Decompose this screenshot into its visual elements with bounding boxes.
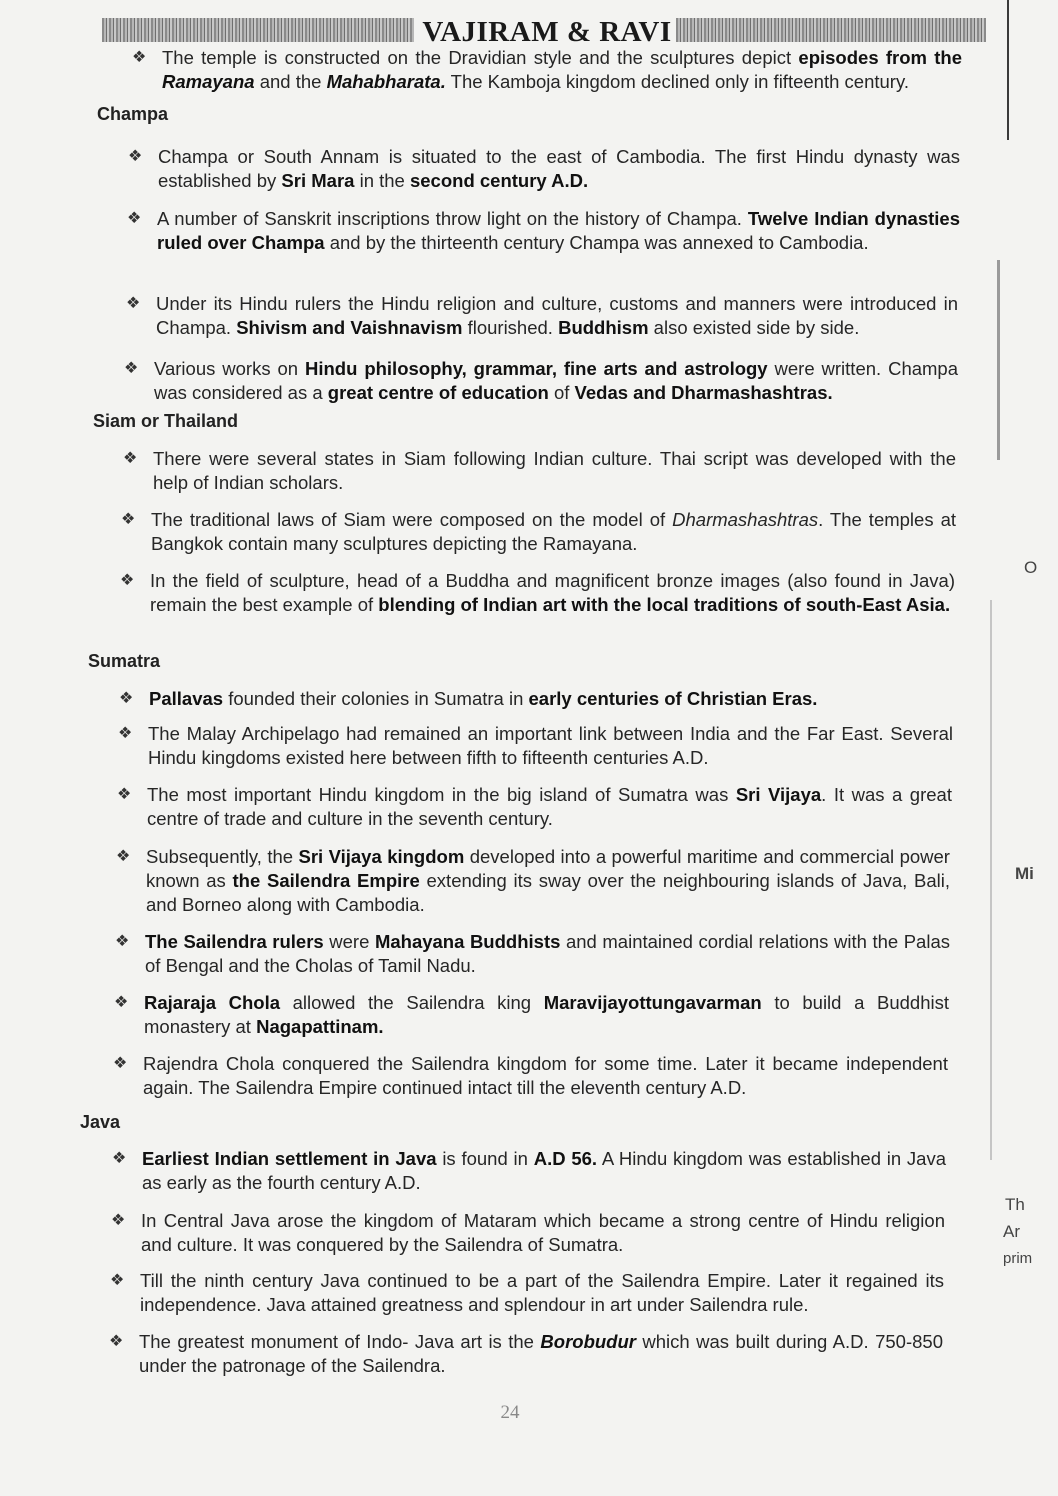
item-text: Rajaraja Chola allowed the Sailendra king Maravijayottungavarman to build a Buddhist monastery at Nagapattinam. — [144, 992, 949, 1037]
bullet-icon: ❖ — [119, 690, 134, 707]
list-item — [123, 447, 956, 495]
bullet-icon: ❖ — [109, 1333, 124, 1350]
list-item — [110, 1269, 944, 1317]
item-text: Champa or South Annam is situated to the east of Cambodia. The first Hindu dynasty was established by Sri Mara in the second century A.D. — [158, 146, 960, 191]
bullet-icon: ❖ — [111, 1212, 126, 1229]
item-text: Under its Hindu rulers the Hindu religion and culture, customs and manners were introduced in Champa. Shivism and Vaishnavism flourished. Buddhism also existed side by side. — [156, 293, 958, 338]
item-text: A number of Sanskrit inscriptions throw light on the history of Champa. Twelve Indian dynasties ruled over Champa and by the thirteenth century Champa was annexed to Cambodia. — [157, 208, 960, 253]
brand-title: VAJIRAM & RAVI — [422, 16, 672, 48]
margin-fragment: Th — [1005, 1195, 1025, 1214]
scan-edge-artifact — [985, 0, 1025, 1496]
list-item — [117, 783, 952, 831]
list-item — [112, 1147, 947, 1195]
item-text: The Malay Archipelago had remained an important link between India and the Far East. Several Hindu kingdoms existed here between fifth to fifteenth centuries A.D. — [148, 723, 953, 768]
bullet-icon: ❖ — [117, 786, 132, 803]
margin-fragment: O — [1024, 558, 1038, 577]
list-item — [127, 207, 960, 255]
bullet-icon: ❖ — [128, 148, 143, 165]
bullet-icon: ❖ — [115, 933, 130, 950]
bullet-icon: ❖ — [132, 49, 147, 66]
item-text: The greatest monument of Indo- Java art is the Borobudur which was built during A.D. 750-850 under the patronage of the Sailendra. — [139, 1331, 943, 1376]
bullet-icon: ❖ — [120, 572, 135, 589]
list-item — [126, 292, 958, 340]
list-item — [120, 569, 955, 617]
item-text: The Sailendra rulers were Mahayana Buddhists and maintained cordial relations with the Palas of Bengal and the Cholas of Tamil Nadu. — [145, 931, 950, 976]
list-item — [118, 722, 953, 770]
bullet-icon: ❖ — [118, 725, 133, 742]
bullet-icon: ❖ — [112, 1150, 127, 1167]
item-text: Till the ninth century Java continued to be a part of the Sailendra Empire. Later it regained its independence. Java attained greatness and splendour in art under Sailendra rule. — [140, 1270, 944, 1315]
bullet-icon: ❖ — [121, 511, 136, 528]
bullet-icon: ❖ — [127, 210, 142, 227]
item-text: In the field of sculpture, head of a Buddha and magnificent bronze images (also found in Java) remain the best example of blending of Indian art with the local traditions of south-East Asia. — [150, 570, 955, 615]
margin-fragment: Mi — [1015, 864, 1034, 883]
list-item — [114, 991, 949, 1039]
bullet-icon: ❖ — [124, 360, 139, 377]
section-heading-sumatra: Sumatra — [88, 651, 161, 671]
intro-item — [132, 46, 963, 94]
list-item — [115, 930, 950, 978]
section-heading-siam: Siam or Thailand — [93, 411, 239, 431]
list-item — [113, 1052, 948, 1100]
item-text: The most important Hindu kingdom in the big island of Sumatra was Sri Vijaya. It was a great centre of trade and culture in the seventh century. — [147, 784, 952, 829]
list-item — [121, 508, 956, 556]
bullet-icon: ❖ — [123, 450, 138, 467]
item-text: Various works on Hindu philosophy, grammar, fine arts and astrology were written. Champa was considered as a great centre of education of Vedas and Dharmashashtras. — [154, 358, 959, 403]
list-item — [124, 357, 959, 405]
header-decor-bar-left — [102, 18, 414, 42]
page-header — [102, 14, 986, 50]
item-text: Pallavas founded their colonies in Sumatra in early centuries of Christian Eras. — [149, 688, 818, 709]
margin-fragment: Ar — [1003, 1222, 1020, 1241]
bullet-icon: ❖ — [114, 994, 129, 1011]
item-text: There were several states in Siam following Indian culture. Thai script was developed with the help of Indian scholars. — [153, 448, 956, 493]
item-text: The temple is constructed on the Dravidian style and the sculptures depict episodes from the Ramayana and the Mahabharata. The Kamboja kingdom declined only in fifteenth century. — [162, 47, 963, 92]
list-item — [111, 1209, 945, 1257]
page-number: 24 — [500, 1402, 520, 1423]
item-text: Rajendra Chola conquered the Sailendra kingdom for some time. Later it became independent again. The Sailendra Empire continued intact till the eleventh century A.D. — [143, 1053, 948, 1098]
bullet-icon: ❖ — [110, 1272, 125, 1289]
list-item — [116, 845, 950, 917]
item-text: In Central Java arose the kingdom of Mataram which became a strong centre of Hindu religion and culture. It was conquered by the Sailendra of Sumatra. — [141, 1210, 945, 1255]
item-text: Earliest Indian settlement in Java is found in A.D 56. A Hindu kingdom was established in Java as early as the fourth century A.D. — [142, 1148, 947, 1193]
list-item — [119, 687, 952, 711]
item-text: The traditional laws of Siam were composed on the model of Dharmashashtras. The temples at Bangkok contain many sculptures depicting the Ramayana. — [151, 509, 956, 554]
header-decor-bar-right — [676, 18, 986, 42]
bullet-icon: ❖ — [113, 1055, 128, 1072]
section-heading-java: Java — [80, 1112, 121, 1132]
bullet-icon: ❖ — [116, 848, 131, 865]
margin-fragment: prim — [1003, 1250, 1033, 1267]
list-item — [128, 145, 960, 193]
item-text: Subsequently, the Sri Vijaya kingdom developed into a powerful maritime and commercial power known as the Sailendra Empire extending its sway over the neighbouring islands of Java, Bali, and Borneo along with Cambodia. — [146, 846, 950, 915]
list-item — [109, 1330, 943, 1378]
bullet-icon: ❖ — [126, 295, 141, 312]
section-heading-champa: Champa — [97, 104, 169, 124]
